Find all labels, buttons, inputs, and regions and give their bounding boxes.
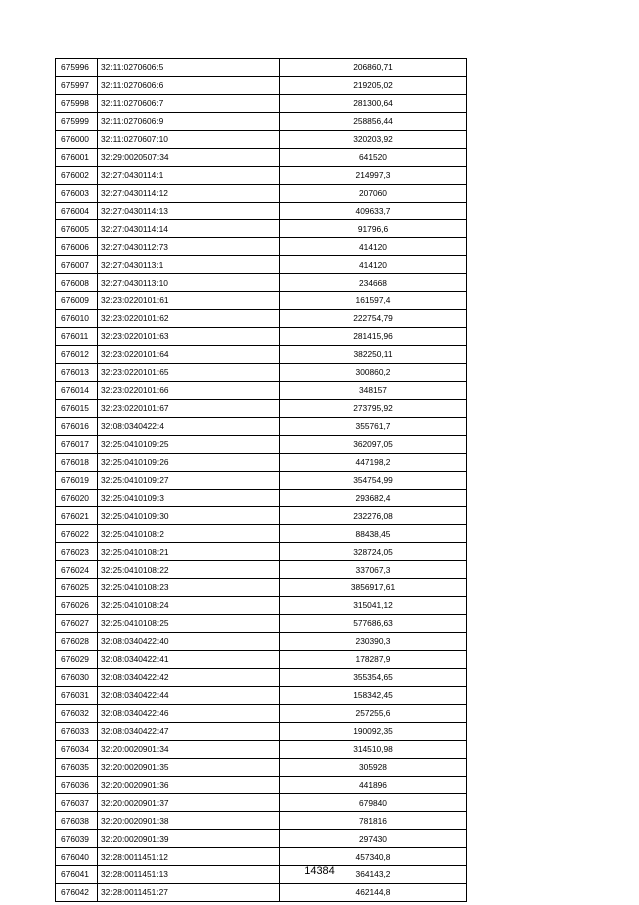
value-cell: 293682,4 bbox=[280, 489, 467, 507]
value-cell: 3856917,61 bbox=[280, 579, 467, 597]
row-id-cell: 676039 bbox=[56, 830, 98, 848]
row-id-cell: 676016 bbox=[56, 417, 98, 435]
cadastral-number-cell: 32:08:0340422:47 bbox=[98, 722, 280, 740]
table-row bbox=[56, 525, 467, 543]
row-id-cell: 676013 bbox=[56, 363, 98, 381]
row-id-cell: 676015 bbox=[56, 399, 98, 417]
cadastral-number-cell: 32:28:0011451:27 bbox=[98, 884, 280, 902]
cadastral-number-cell: 32:11:0270606:9 bbox=[98, 112, 280, 130]
row-id-cell: 676008 bbox=[56, 274, 98, 292]
row-id-cell: 675997 bbox=[56, 76, 98, 94]
value-cell: 781816 bbox=[280, 812, 467, 830]
table-row bbox=[56, 220, 467, 238]
cadastral-number-cell: 32:20:0020901:37 bbox=[98, 794, 280, 812]
cadastral-number-cell: 32:25:0410109:26 bbox=[98, 453, 280, 471]
table-row bbox=[56, 238, 467, 256]
table-row bbox=[56, 59, 467, 77]
value-cell: 190092,35 bbox=[280, 722, 467, 740]
cadastral-number-cell: 32:23:0220101:64 bbox=[98, 346, 280, 364]
value-cell: 300860,2 bbox=[280, 363, 467, 381]
table-row bbox=[56, 471, 467, 489]
row-id-cell: 676019 bbox=[56, 471, 98, 489]
table-row bbox=[56, 579, 467, 597]
value-cell: 257255,6 bbox=[280, 704, 467, 722]
table-row bbox=[56, 112, 467, 130]
cadastral-number-cell: 32:27:0430114:12 bbox=[98, 184, 280, 202]
value-cell: 314510,98 bbox=[280, 740, 467, 758]
cadastral-number-cell: 32:28:0011451:13 bbox=[98, 866, 280, 884]
value-cell: 354754,99 bbox=[280, 471, 467, 489]
row-id-cell: 676014 bbox=[56, 381, 98, 399]
value-cell: 414120 bbox=[280, 256, 467, 274]
cadastral-number-cell: 32:11:0270606:5 bbox=[98, 59, 280, 77]
value-cell: 273795,92 bbox=[280, 399, 467, 417]
value-cell: 320203,92 bbox=[280, 130, 467, 148]
value-cell: 88438,45 bbox=[280, 525, 467, 543]
value-cell: 214997,3 bbox=[280, 166, 467, 184]
row-id-cell: 676003 bbox=[56, 184, 98, 202]
row-id-cell: 676041 bbox=[56, 866, 98, 884]
table-row bbox=[56, 686, 467, 704]
row-id-cell: 675999 bbox=[56, 112, 98, 130]
cadastral-number-cell: 32:23:0220101:62 bbox=[98, 310, 280, 328]
row-id-cell: 676024 bbox=[56, 561, 98, 579]
value-cell: 409633,7 bbox=[280, 202, 467, 220]
cadastral-number-cell: 32:23:0220101:65 bbox=[98, 363, 280, 381]
cadastral-number-cell: 32:23:0220101:61 bbox=[98, 292, 280, 310]
cadastral-number-cell: 32:27:0430114:13 bbox=[98, 202, 280, 220]
value-cell: 462144,8 bbox=[280, 884, 467, 902]
table-row bbox=[56, 94, 467, 112]
value-cell: 328724,05 bbox=[280, 543, 467, 561]
value-cell: 315041,12 bbox=[280, 597, 467, 615]
table-row bbox=[56, 363, 467, 381]
row-id-cell: 676018 bbox=[56, 453, 98, 471]
table-row bbox=[56, 148, 467, 166]
table-row bbox=[56, 130, 467, 148]
cadastral-number-cell: 32:20:0020901:34 bbox=[98, 740, 280, 758]
table-row bbox=[56, 274, 467, 292]
row-id-cell: 676011 bbox=[56, 328, 98, 346]
value-cell: 258856,44 bbox=[280, 112, 467, 130]
value-cell: 281300,64 bbox=[280, 94, 467, 112]
table-row bbox=[56, 328, 467, 346]
row-id-cell: 676027 bbox=[56, 615, 98, 633]
table-row bbox=[56, 507, 467, 525]
value-cell: 348157 bbox=[280, 381, 467, 399]
cadastral-value-table bbox=[55, 58, 467, 902]
row-id-cell: 676004 bbox=[56, 202, 98, 220]
row-id-cell: 676032 bbox=[56, 704, 98, 722]
cadastral-number-cell: 32:11:0270607:10 bbox=[98, 130, 280, 148]
table-row bbox=[56, 884, 467, 902]
row-id-cell: 676023 bbox=[56, 543, 98, 561]
value-cell: 232276,08 bbox=[280, 507, 467, 525]
value-cell: 641520 bbox=[280, 148, 467, 166]
row-id-cell: 676002 bbox=[56, 166, 98, 184]
table-row bbox=[56, 830, 467, 848]
cadastral-number-cell: 32:25:0410109:3 bbox=[98, 489, 280, 507]
table-row bbox=[56, 722, 467, 740]
cadastral-number-cell: 32:08:0340422:42 bbox=[98, 668, 280, 686]
row-id-cell: 676020 bbox=[56, 489, 98, 507]
cadastral-number-cell: 32:25:0410109:25 bbox=[98, 435, 280, 453]
value-cell: 222754,79 bbox=[280, 310, 467, 328]
row-id-cell: 676033 bbox=[56, 722, 98, 740]
cadastral-number-cell: 32:27:0430114:1 bbox=[98, 166, 280, 184]
value-cell: 355761,7 bbox=[280, 417, 467, 435]
cadastral-number-cell: 32:23:0220101:63 bbox=[98, 328, 280, 346]
cadastral-number-cell: 32:25:0410108:23 bbox=[98, 579, 280, 597]
value-cell: 230390,3 bbox=[280, 633, 467, 651]
cadastral-number-cell: 32:11:0270606:6 bbox=[98, 76, 280, 94]
cadastral-number-cell: 32:25:0410108:2 bbox=[98, 525, 280, 543]
row-id-cell: 676009 bbox=[56, 292, 98, 310]
cadastral-number-cell: 32:08:0340422:41 bbox=[98, 650, 280, 668]
row-id-cell: 676038 bbox=[56, 812, 98, 830]
cadastral-number-cell: 32:28:0011451:12 bbox=[98, 848, 280, 866]
table-row bbox=[56, 561, 467, 579]
value-cell: 337067,3 bbox=[280, 561, 467, 579]
cadastral-number-cell: 32:27:0430113:10 bbox=[98, 274, 280, 292]
row-id-cell: 676030 bbox=[56, 668, 98, 686]
value-cell: 577686,63 bbox=[280, 615, 467, 633]
table-row bbox=[56, 615, 467, 633]
table-row bbox=[56, 704, 467, 722]
row-id-cell: 676028 bbox=[56, 633, 98, 651]
table-row bbox=[56, 166, 467, 184]
value-cell: 457340,8 bbox=[280, 848, 467, 866]
cadastral-number-cell: 32:20:0020901:39 bbox=[98, 830, 280, 848]
value-cell: 158342,45 bbox=[280, 686, 467, 704]
row-id-cell: 676007 bbox=[56, 256, 98, 274]
row-id-cell: 676012 bbox=[56, 346, 98, 364]
cadastral-number-cell: 32:27:0430114:14 bbox=[98, 220, 280, 238]
table-row bbox=[56, 597, 467, 615]
table-row bbox=[56, 184, 467, 202]
value-cell: 161597,4 bbox=[280, 292, 467, 310]
table-body bbox=[56, 59, 467, 902]
value-cell: 219205,02 bbox=[280, 76, 467, 94]
row-id-cell: 676035 bbox=[56, 758, 98, 776]
cadastral-number-cell: 32:20:0020901:35 bbox=[98, 758, 280, 776]
cadastral-number-cell: 32:27:0430113:1 bbox=[98, 256, 280, 274]
cadastral-number-cell: 32:11:0270606:7 bbox=[98, 94, 280, 112]
row-id-cell: 676026 bbox=[56, 597, 98, 615]
value-cell: 305928 bbox=[280, 758, 467, 776]
value-cell: 355354,65 bbox=[280, 668, 467, 686]
table-row bbox=[56, 489, 467, 507]
table-row bbox=[56, 848, 467, 866]
value-cell: 382250,11 bbox=[280, 346, 467, 364]
cadastral-number-cell: 32:23:0220101:67 bbox=[98, 399, 280, 417]
cadastral-number-cell: 32:25:0410109:27 bbox=[98, 471, 280, 489]
row-id-cell: 676036 bbox=[56, 776, 98, 794]
row-id-cell: 676029 bbox=[56, 650, 98, 668]
table-row bbox=[56, 292, 467, 310]
value-cell: 447198,2 bbox=[280, 453, 467, 471]
value-cell: 364143,2 bbox=[280, 866, 467, 884]
value-cell: 206860,71 bbox=[280, 59, 467, 77]
table-row bbox=[56, 399, 467, 417]
value-cell: 414120 bbox=[280, 238, 467, 256]
cadastral-number-cell: 32:25:0410108:25 bbox=[98, 615, 280, 633]
row-id-cell: 676021 bbox=[56, 507, 98, 525]
table-row bbox=[56, 202, 467, 220]
table-row bbox=[56, 794, 467, 812]
row-id-cell: 676042 bbox=[56, 884, 98, 902]
row-id-cell: 676040 bbox=[56, 848, 98, 866]
row-id-cell: 676001 bbox=[56, 148, 98, 166]
cadastral-number-cell: 32:08:0340422:44 bbox=[98, 686, 280, 704]
value-cell: 281415,96 bbox=[280, 328, 467, 346]
cadastral-number-cell: 32:20:0020901:38 bbox=[98, 812, 280, 830]
cadastral-number-cell: 32:08:0340422:46 bbox=[98, 704, 280, 722]
row-id-cell: 676022 bbox=[56, 525, 98, 543]
row-id-cell: 676000 bbox=[56, 130, 98, 148]
value-cell: 297430 bbox=[280, 830, 467, 848]
table-row bbox=[56, 381, 467, 399]
cadastral-number-cell: 32:25:0410108:22 bbox=[98, 561, 280, 579]
cadastral-number-cell: 32:29:0020507:34 bbox=[98, 148, 280, 166]
value-cell: 178287,9 bbox=[280, 650, 467, 668]
row-id-cell: 675998 bbox=[56, 94, 98, 112]
cadastral-number-cell: 32:08:0340422:4 bbox=[98, 417, 280, 435]
table-row bbox=[56, 435, 467, 453]
cadastral-number-cell: 32:20:0020901:36 bbox=[98, 776, 280, 794]
table-row bbox=[56, 650, 467, 668]
table-row bbox=[56, 668, 467, 686]
value-cell: 234668 bbox=[280, 274, 467, 292]
value-cell: 679840 bbox=[280, 794, 467, 812]
table-row bbox=[56, 417, 467, 435]
value-cell: 362097,05 bbox=[280, 435, 467, 453]
table-row bbox=[56, 346, 467, 364]
cadastral-number-cell: 32:25:0410108:24 bbox=[98, 597, 280, 615]
table-row bbox=[56, 310, 467, 328]
cadastral-number-cell: 32:25:0410108:21 bbox=[98, 543, 280, 561]
table-row bbox=[56, 776, 467, 794]
row-id-cell: 676025 bbox=[56, 579, 98, 597]
cadastral-number-cell: 32:08:0340422:40 bbox=[98, 633, 280, 651]
table-row bbox=[56, 812, 467, 830]
row-id-cell: 675996 bbox=[56, 59, 98, 77]
page-number: 14384 bbox=[304, 865, 335, 877]
row-id-cell: 676037 bbox=[56, 794, 98, 812]
value-cell: 441896 bbox=[280, 776, 467, 794]
row-id-cell: 676006 bbox=[56, 238, 98, 256]
table-row bbox=[56, 740, 467, 758]
row-id-cell: 676017 bbox=[56, 435, 98, 453]
cadastral-number-cell: 32:23:0220101:66 bbox=[98, 381, 280, 399]
table-row bbox=[56, 758, 467, 776]
value-cell: 91796,6 bbox=[280, 220, 467, 238]
table-row bbox=[56, 453, 467, 471]
cadastral-number-cell: 32:25:0410109:30 bbox=[98, 507, 280, 525]
table-row bbox=[56, 76, 467, 94]
value-cell: 207060 bbox=[280, 184, 467, 202]
table-row bbox=[56, 256, 467, 274]
cadastral-number-cell: 32:27:0430112:73 bbox=[98, 238, 280, 256]
row-id-cell: 676031 bbox=[56, 686, 98, 704]
row-id-cell: 676034 bbox=[56, 740, 98, 758]
row-id-cell: 676005 bbox=[56, 220, 98, 238]
table-row bbox=[56, 543, 467, 561]
row-id-cell: 676010 bbox=[56, 310, 98, 328]
table-row bbox=[56, 633, 467, 651]
